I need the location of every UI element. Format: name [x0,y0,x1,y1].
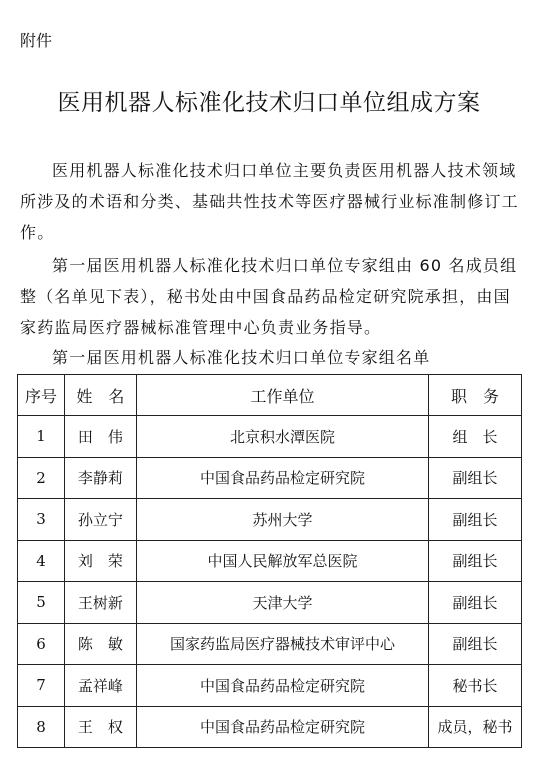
table-row [18,582,522,624]
row-role: 副组长 [429,540,522,582]
row-index: 6 [18,623,65,665]
row-unit: 国家药监局医疗器械技术审评中心 [136,623,428,665]
table-header-row [18,375,522,416]
row-name: 孙立宁 [64,499,136,541]
row-role: 副组长 [429,499,522,541]
row-index: 5 [18,582,65,624]
row-index: 7 [18,665,65,707]
table-row [18,499,522,541]
table-row [18,416,522,458]
row-index: 4 [18,540,65,582]
header-unit: 工作单位 [136,375,428,416]
row-unit: 中国食品药品检定研究院 [136,457,428,499]
row-name: 田 伟 [64,416,136,458]
table-row [18,457,522,499]
table-caption: 第一届医用机器人标准化技术归口单位专家组名单 [52,348,431,367]
row-name: 陈 敏 [64,623,136,665]
row-index: 8 [18,706,65,748]
row-name: 王 权 [64,706,136,748]
table-row [18,540,522,582]
header-role: 职 务 [429,375,522,416]
row-unit: 中国人民解放军总医院 [136,540,428,582]
header-name: 姓 名 [64,375,136,416]
row-unit: 苏州大学 [136,499,428,541]
row-name: 孟祥峰 [64,665,136,707]
row-role: 组 长 [429,416,522,458]
row-unit: 天津大学 [136,582,428,624]
paragraph-composition: 第一届医用机器人标准化技术归口单位专家组由 60 名成员组整（名单见下表），秘书处由中国食品药品检定研究院承担，由国家药监局医疗器械标准管理中心负责业务指导。 [20,256,518,337]
row-role: 副组长 [429,582,522,624]
expert-table [17,374,522,748]
row-name: 王树新 [64,582,136,624]
row-role: 副组长 [429,457,522,499]
row-unit: 中国食品药品检定研究院 [136,706,428,748]
row-unit: 中国食品药品检定研究院 [136,665,428,707]
row-unit: 北京积水潭医院 [136,416,428,458]
attachment-label: 附件 [20,31,53,50]
header-index: 序号 [18,375,65,416]
row-index: 3 [18,499,65,541]
row-index: 2 [18,457,65,499]
paragraph-responsibilities: 医用机器人标准化技术归口单位主要负责医用机器人技术领域所涉及的术语和分类、基础共性技术等医疗器械行业标准制修订工作。 [20,161,519,242]
row-name: 李静莉 [64,457,136,499]
row-role: 秘书长 [429,665,522,707]
table-row [18,623,522,665]
row-name: 刘 荣 [64,540,136,582]
row-role: 副组长 [429,623,522,665]
table-row [18,665,522,707]
row-index: 1 [18,416,65,458]
row-role: 成员，秘书 [429,706,522,748]
document-title: 医用机器人标准化技术归口单位组成方案 [57,90,481,116]
table-row [18,706,522,748]
